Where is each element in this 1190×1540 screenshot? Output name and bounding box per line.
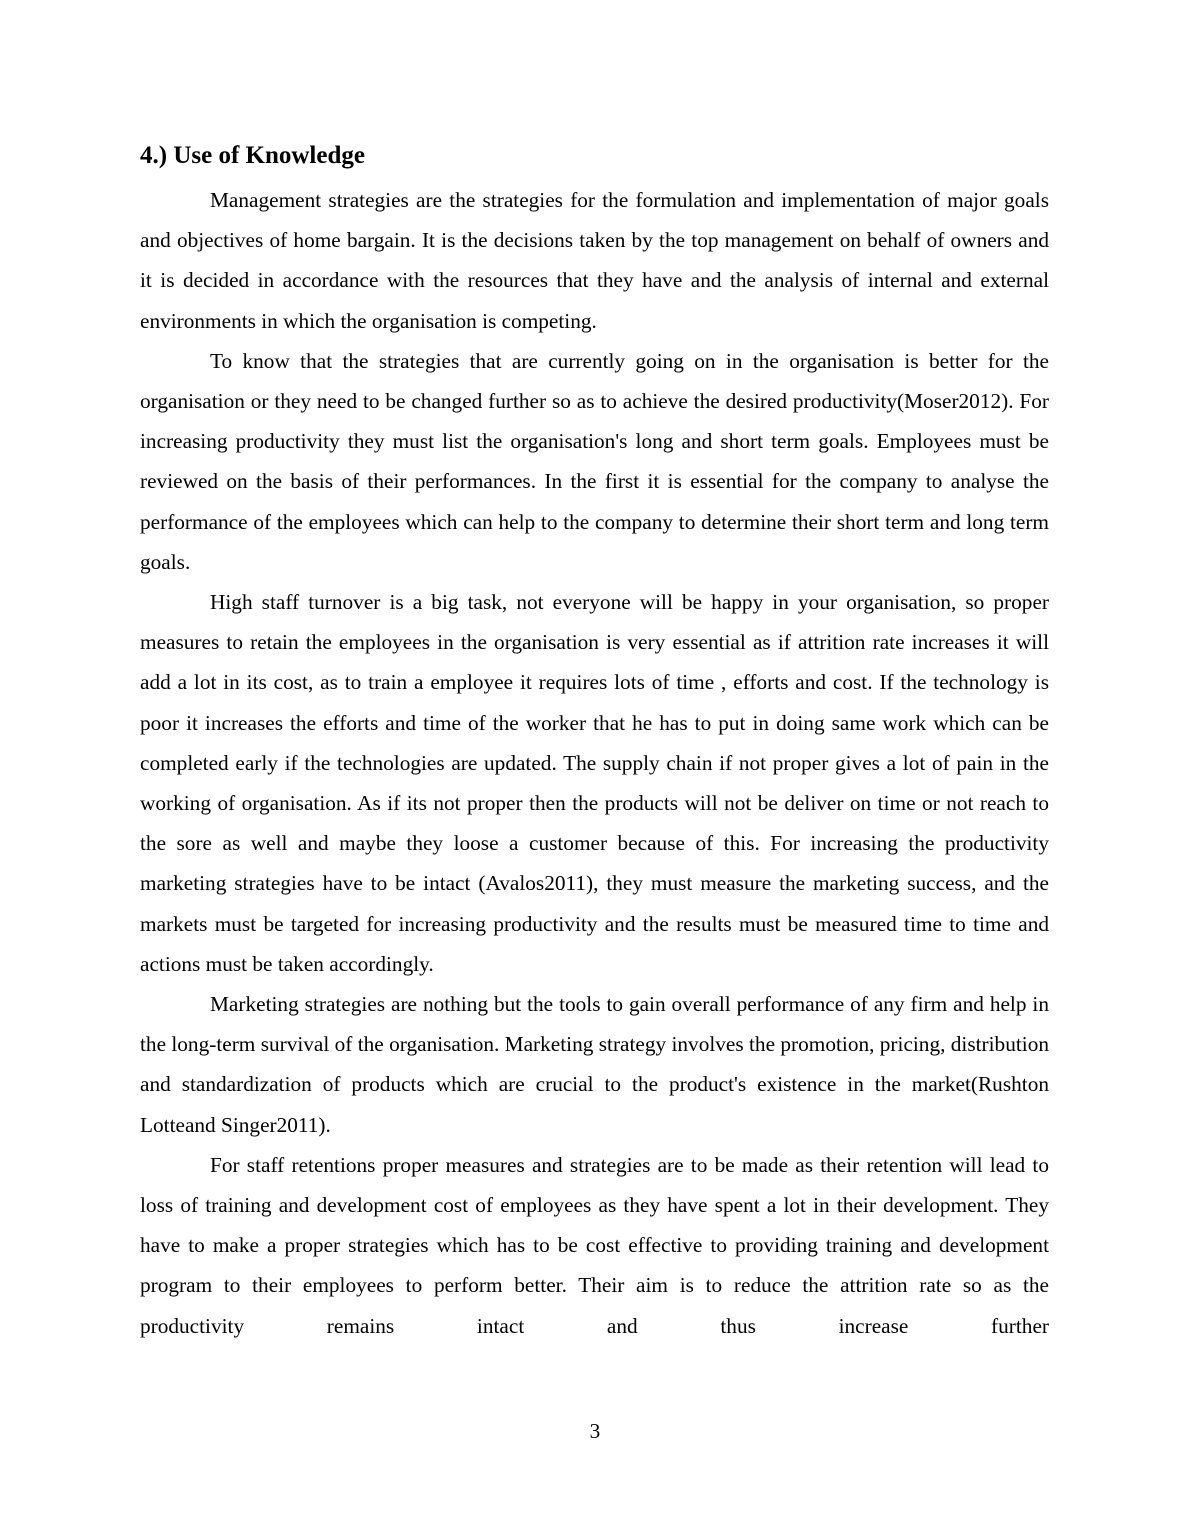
paragraph-staff-turnover: High staff turnover is a big task, not everyone will be happy in your organisation, so proper measures to retain the employees in the organisation is very essential as if attrition rate increases it will add a lot in its cost, as to train a employee it requires lots of time , efforts and cost. If the technology is poor it increases the efforts and time of the worker that he has to put in doing same work which can be completed early if the technologies are updated. The supply chain if not proper gives a lot of pain in the working of organisation. As if its not proper then the products will not be deliver on time or not reach to the sore as well and maybe they loose a customer because of this. For increasing the productivity marketing strategies have to be intact (Avalos2011), they must measure the marketing success, and the markets must be targeted for increasing productivity and the results must be measured time to time and actions must be taken accordingly.: [140, 590, 1049, 976]
paragraph-marketing-strategies: Marketing strategies are nothing but the tools to gain overall performance of any firm and help in the long-term survival of the organisation. Marketing strategy involves the promotion, pricing, distribution and standardization of products which are crucial to the product's existence in the market(Rushton Lotteand Singer2011).: [140, 992, 1049, 1137]
body-text: [140, 180, 1049, 1346]
paragraph-management-strategies: Management strategies are the strategies for the formulation and implementation of major goals and objectives of home bargain. It is the decisions taken by the top management on behalf of owners and it is decided in accordance with the resources that they have and the analysis of internal and external environments in which the organisation is competing.: [140, 188, 1049, 333]
paragraph-current-strategies: To know that the strategies that are currently going on in the organisation is better for the organisation or they need to be changed further so as to achieve the desired productivity(Moser2012). For increasing productivity they must list the organisation's long and short term goals. Employees must be reviewed on the basis of their performances. In the first it is essential for the company to analyse the performance of the employees which can help to the company to determine their short term and long term goals.: [140, 348, 1049, 574]
paragraph-staff-retention: For staff retentions proper measures and strategies are to be made as their retention will lead to loss of training and development cost of employees as they have spent a lot in their development. They have to make a proper strategies which has to be cost effective to providing training and development program to their employees to perform better. Their aim is to reduce the attrition rate so as the productivity remains intact and thus increase further: [140, 1152, 1049, 1338]
section-heading: 4.) Use of Knowledge: [140, 142, 365, 169]
page-number: 3: [589, 1419, 601, 1443]
